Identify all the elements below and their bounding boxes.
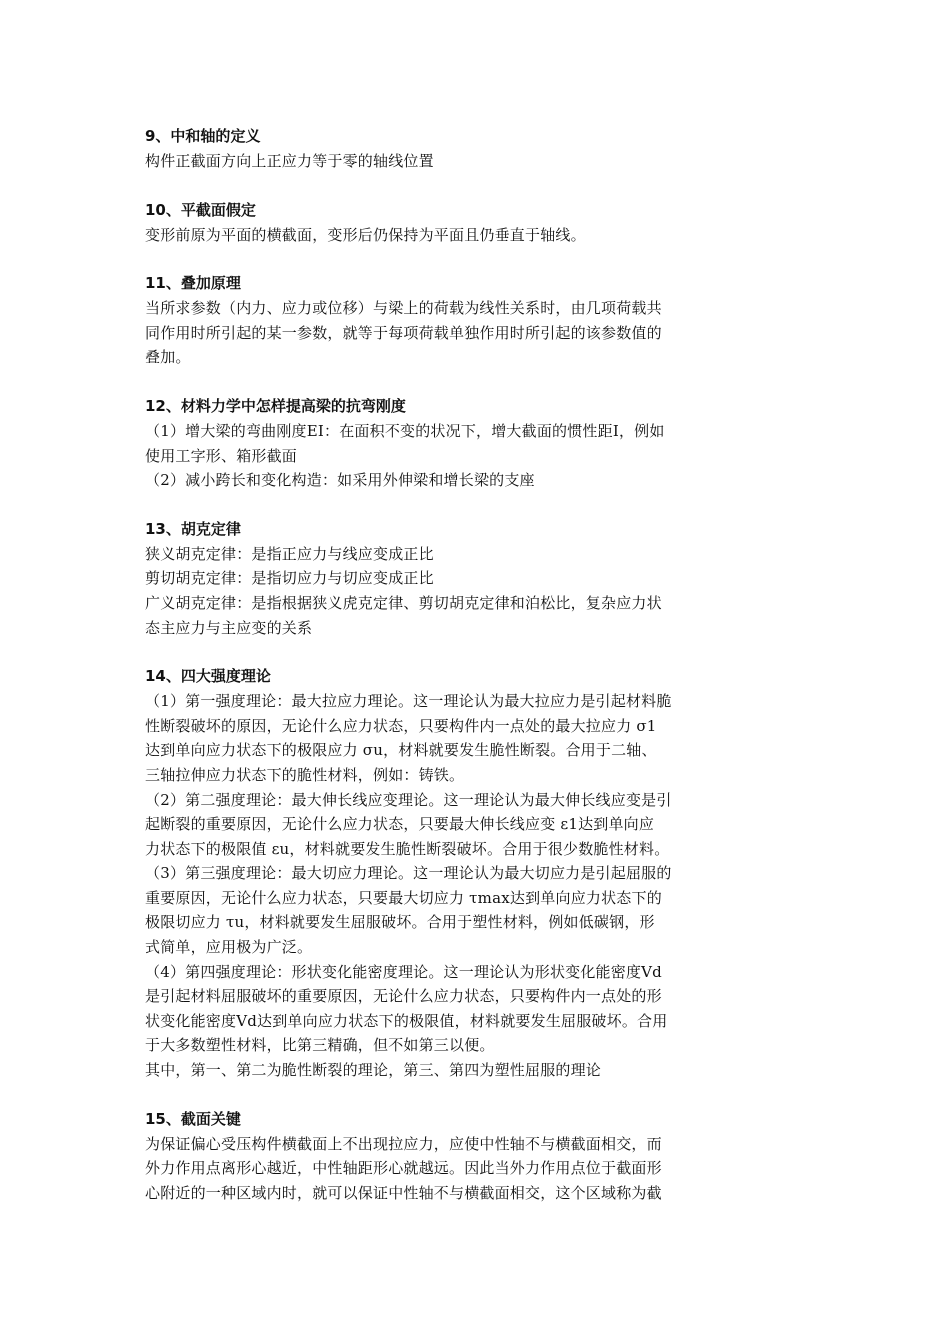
body-text-line: 叠加。 [145,348,191,367]
section-6 [145,1107,815,1206]
body-text-line: 其中，第一、第二为脆性断裂的理论，第三、第四为塑性屈服的理论 [145,1061,602,1080]
body-text-line: （2）第二强度理论：最大伸长线应变理论。这一理论认为最大伸长线应变是引 [145,790,672,809]
section-heading: 11、叠加原理 [145,274,241,293]
body-text-line: （1）增大梁的弯曲刚度EI：在面积不变的状况下，增大截面的惯性距I，例如 [145,421,665,440]
body-text-line: 重要原因，无论什么应力状态，只要最大切应力 τmax达到单向应力状态下的 [145,888,662,907]
body-text-line: 起断裂的重要原因，无论什么应力状态，只要最大伸长线应变 ε1达到单向应 [145,815,655,834]
body-text-line: （1）第一强度理论：最大拉应力理论。这一理论认为最大拉应力是引起材料脆 [145,692,672,711]
body-text-line: 性断裂破坏的原因，无论什么应力状态，只要构件内一点处的最大拉应力 σ1 [145,716,657,735]
body-text-line: 式简单，应用极为广泛。 [145,938,313,957]
section-0 [145,124,815,174]
body-text-line: （4）第四强度理论：形状变化能密度理论。这一理论认为形状变化能密度Vd [145,962,662,981]
section-5 [145,664,815,1083]
section-heading: 12、材料力学中怎样提高梁的抗弯刚度 [145,396,406,415]
section-heading: 10、平截面假定 [145,200,256,219]
body-text-line: 变形前原为平面的横截面，变形后仍保持为平面且仍垂直于轴线。 [145,225,586,244]
body-text-line: 使用工字形、箱形截面 [145,446,298,465]
body-text-line: 心附近的一种区域内时，就可以保证中性轴不与横截面相交，这个区域称为截 [145,1183,662,1202]
section-heading: 13、胡克定律 [145,519,241,538]
section-heading: 14、四大强度理论 [145,667,271,686]
body-text-line: 状变化能密度Vd达到单向应力状态下的极限值，材料就要发生屈服破坏。合用 [145,1011,668,1030]
section-3 [145,394,815,493]
body-text-line: 狭义胡克定律：是指正应力与线应变成正比 [145,544,434,563]
body-text-line: 于大多数塑性材料，比第三精确，但不如第三以便。 [145,1036,495,1055]
section-2 [145,271,815,370]
body-text-line: 构件正截面方向上正应力等于零的轴线位置 [145,152,434,170]
body-text-line: 力状态下的极限值 εu，材料就要发生脆性断裂破坏。合用于很少数脆性材料。 [145,839,670,858]
body-text-line: 广义胡克定律：是指根据狭义虎克定律、剪切胡克定律和泊松比，复杂应力状 [145,593,662,612]
body-text-line: （3）第三强度理论：最大切应力理论。这一理论认为最大切应力是引起屈服的 [145,864,672,883]
section-heading: 15、截面关键 [145,1109,241,1128]
body-text-line: 三轴拉伸应力状态下的脆性材料，例如：铸铁。 [145,765,465,784]
body-text-line: 同作用时所引起的某一参数，就等于每项荷载单独作用时所引起的该参数值的 [145,323,662,342]
document-body [145,124,815,1229]
body-text-line: 极限切应力 τu，材料就要发生屈服破坏。合用于塑性材料，例如低碳钢，形 [145,913,655,932]
section-heading: 9、中和轴的定义 [145,127,261,145]
section-4 [145,517,815,640]
body-text-line: 态主应力与主应变的关系 [145,618,313,637]
body-text-line: （2）减小跨长和变化构造：如采用外伸梁和增长梁的支座 [145,471,535,490]
section-1 [145,198,815,248]
body-text-line: 为保证偏心受压构件横截面上不出现拉应力，应使中性轴不与横截面相交，而 [145,1134,662,1153]
body-text-line: 是引起材料屈服破坏的重要原因，无论什么应力状态，只要构件内一点处的形 [145,987,662,1006]
body-text-line: 外力作用点离形心越近，中性轴距形心就越远。因此当外力作用点位于截面形 [145,1159,662,1178]
body-text-line: 剪切胡克定律：是指切应力与切应变成正比 [145,569,434,588]
body-text-line: 达到单向应力状态下的极限应力 σu，材料就要发生脆性断裂。合用于二轴、 [145,741,657,760]
body-text-line: 当所求参数（内力、应力或位移）与梁上的荷载为线性关系时，由几项荷载共 [145,299,662,318]
